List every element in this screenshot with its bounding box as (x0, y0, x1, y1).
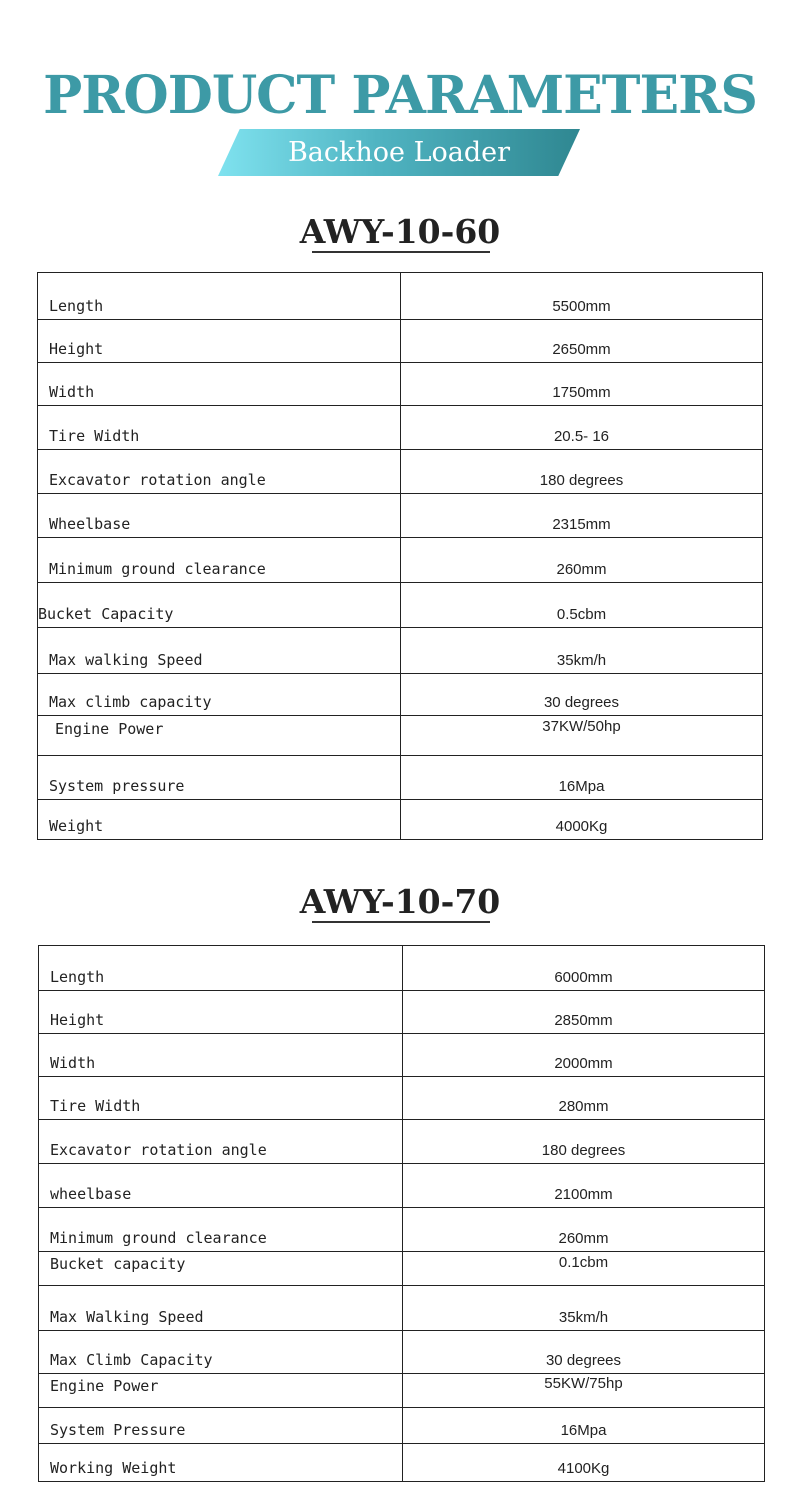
spec-value: 180 degrees (403, 1120, 765, 1164)
model-title-underline-1 (312, 251, 490, 253)
table-row (39, 1164, 765, 1208)
spec-label: Bucket Capacity (38, 583, 401, 628)
spec-label: Length (39, 946, 403, 991)
spec-label: wheelbase (39, 1164, 403, 1208)
spec-value: 35km/h (403, 1286, 765, 1331)
table-row (38, 756, 763, 800)
subtitle-text: Backhoe Loader (287, 137, 511, 168)
table-row (39, 1444, 765, 1482)
table-row (38, 800, 763, 840)
spec-label: Max Walking Speed (39, 1286, 403, 1331)
table-row (39, 1331, 765, 1374)
spec-label: Excavator rotation angle (38, 450, 401, 494)
spec-value: 4100Kg (403, 1444, 765, 1482)
table-row (38, 320, 763, 363)
spec-value: 30 degrees (401, 674, 763, 716)
spec-label: Tire Width (39, 1077, 403, 1120)
table-row (39, 946, 765, 991)
table-row (38, 494, 763, 538)
spec-table-2 (38, 945, 765, 1482)
spec-label: System Pressure (39, 1408, 403, 1444)
table-row (38, 538, 763, 583)
spec-value: 260mm (401, 538, 763, 583)
table-row (39, 1374, 765, 1408)
table-row (38, 583, 763, 628)
spec-label: Bucket capacity (39, 1252, 403, 1286)
table-row (39, 1120, 765, 1164)
spec-label: Max walking Speed (38, 628, 401, 674)
table-row (39, 991, 765, 1034)
spec-value: 0.5cbm (401, 583, 763, 628)
spec-value: 2850mm (403, 991, 765, 1034)
spec-label: Weight (38, 800, 401, 840)
spec-label: Height (39, 991, 403, 1034)
spec-label: System pressure (38, 756, 401, 800)
spec-value: 20.5- 16 (401, 406, 763, 450)
table-row (38, 674, 763, 716)
spec-value: 280mm (403, 1077, 765, 1120)
page-title: PRODUCT PARAMETERS (43, 65, 757, 126)
spec-value: 260mm (403, 1208, 765, 1252)
spec-value: 2000mm (403, 1034, 765, 1077)
spec-value: 2100mm (403, 1164, 765, 1208)
table-row (39, 1252, 765, 1286)
spec-value: 37KW/50hp (401, 716, 763, 756)
table-row (38, 716, 763, 756)
spec-label: Working Weight (39, 1444, 403, 1482)
spec-table-1 (37, 272, 763, 840)
table-row (39, 1077, 765, 1120)
spec-label: Excavator rotation angle (39, 1120, 403, 1164)
spec-label: Width (38, 363, 401, 406)
spec-value: 16Mpa (403, 1408, 765, 1444)
spec-value: 16Mpa (401, 756, 763, 800)
spec-value: 35km/h (401, 628, 763, 674)
spec-label: Max climb capacity (38, 674, 401, 716)
table-row (38, 450, 763, 494)
spec-value: 30 degrees (403, 1331, 765, 1374)
spec-value: 0.1cbm (403, 1252, 765, 1286)
spec-value: 180 degrees (401, 450, 763, 494)
spec-label: Engine Power (39, 1374, 403, 1408)
spec-value: 2315mm (401, 494, 763, 538)
table-row (38, 363, 763, 406)
table-row (39, 1286, 765, 1331)
spec-value: 6000mm (403, 946, 765, 991)
table-row (39, 1208, 765, 1252)
spec-label: Height (38, 320, 401, 363)
model-title-2: AWY-10-70 (299, 882, 501, 921)
table-row (38, 628, 763, 674)
spec-value: 2650mm (401, 320, 763, 363)
spec-value: 1750mm (401, 363, 763, 406)
table-row (39, 1408, 765, 1444)
model-title-1: AWY-10-60 (299, 212, 501, 251)
spec-label: Minimum ground clearance (38, 538, 401, 583)
spec-value: 55KW/75hp (403, 1374, 765, 1408)
spec-value: 5500mm (401, 273, 763, 320)
model-title-underline-2 (312, 921, 490, 923)
spec-label: Wheelbase (38, 494, 401, 538)
spec-label: Engine Power (38, 716, 401, 756)
spec-label: Width (39, 1034, 403, 1077)
spec-label: Length (38, 273, 401, 320)
spec-value: 4000Kg (401, 800, 763, 840)
table-row (38, 406, 763, 450)
spec-label: Tire Width (38, 406, 401, 450)
spec-label: Minimum ground clearance (39, 1208, 403, 1252)
table-row (38, 273, 763, 320)
spec-label: Max Climb Capacity (39, 1331, 403, 1374)
table-row (39, 1034, 765, 1077)
